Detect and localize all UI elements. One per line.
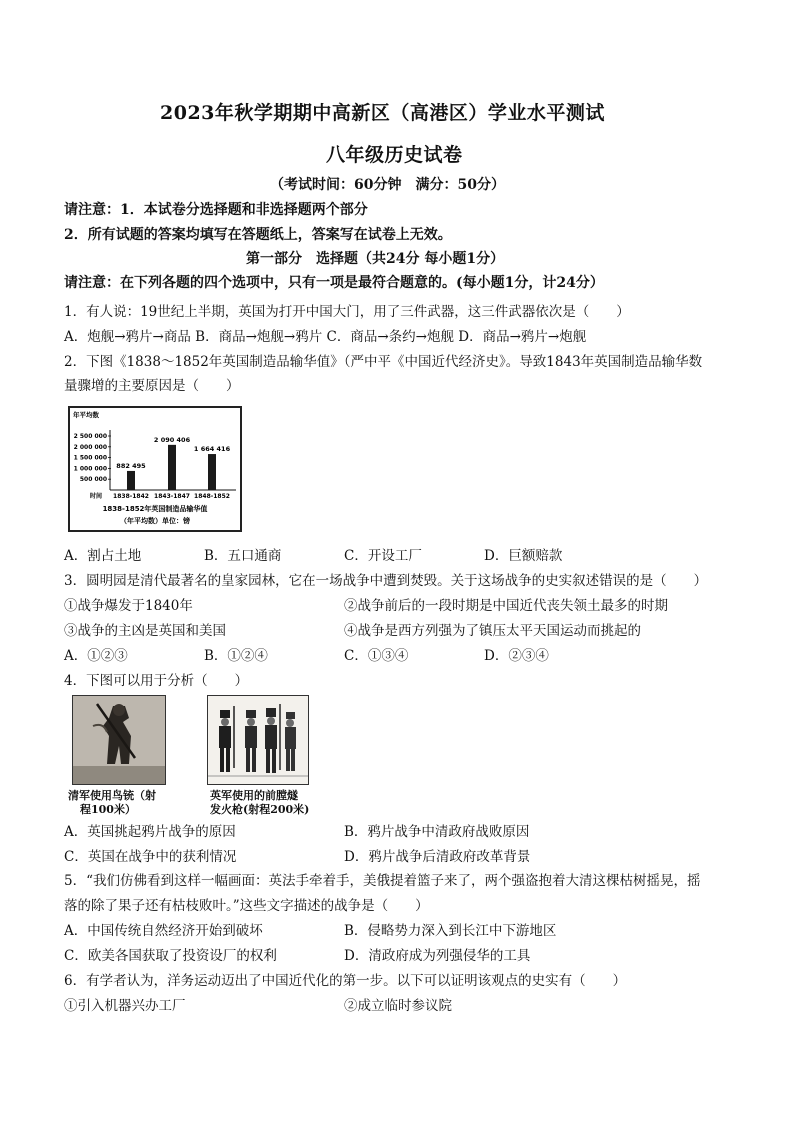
chart-ylabel: 年平均数 (73, 411, 99, 419)
q5-option-d: D．清政府成为列强侵华的工具 (344, 948, 531, 964)
q3-option-a: A．①②③ (64, 648, 128, 664)
chart-value-label: 882 495 (116, 461, 146, 470)
chart-value-label: 1 664 416 (193, 445, 231, 454)
q3-statement-4: ④战争是西方列强为了镇压太平天国运动而挑起的 (344, 623, 641, 639)
q2-option-d: D．巨额赔款 (484, 548, 563, 564)
british-soldiers-illustration (208, 696, 308, 784)
chart-subtitle: （年平均数）单位：镑 (120, 517, 190, 525)
chart-value-label: 2 090 406 (153, 435, 191, 444)
part1-heading: 第一部分 选择题（共24分 每小题1分） (246, 251, 505, 267)
qing-soldier-illustration (73, 696, 165, 784)
exam-info: （考试时间：60分钟 满分：50分） (270, 177, 505, 193)
chart-title: 1838-1852年英国制造品输华值 (102, 505, 208, 513)
british-caption-line1: 英军使用的前膛燧 (210, 789, 298, 802)
chart-ytick-label: 1 000 000 (73, 465, 107, 473)
q6-statement-2: ②成立临时参议院 (344, 998, 452, 1014)
q3-statement-3: ③战争的主凶是英国和美国 (64, 623, 226, 639)
q2-stem-line2: 量骤增的主要原因是（ ） (64, 378, 240, 394)
q2-option-c: C．开设工厂 (344, 548, 422, 564)
q2-option-b: B．五口通商 (204, 548, 282, 564)
q3-option-d: D．②③④ (484, 648, 549, 664)
q1-options: A．炮舰→鸦片→商品 B．商品→炮舰→鸦片 C．商品→条约→炮舰 D．商品→鸦片→炮舰 (64, 329, 587, 345)
chart-xtick-label: 1848-1852 (194, 493, 230, 500)
q3-statement-2: ②战争前后的一段时期是中国近代丧失领土最多的时期 (344, 598, 668, 614)
british-soldiers-photo (207, 695, 309, 785)
exam-subtitle: 八年级历史试卷 (326, 144, 463, 166)
chart-ytick-label: 2 500 000 (73, 433, 107, 440)
q4-stem: 4．下图可以用于分析（ ） (64, 673, 249, 689)
british-caption-line2: 发火枪(射程200米) (210, 803, 310, 816)
q4-option-b: B．鸦片战争中清政府战败原因 (344, 824, 530, 840)
q4-option-a: A．英国挑起鸦片战争的原因 (64, 824, 236, 840)
q3-option-b: B．①②④ (204, 648, 268, 664)
chart-bar (168, 445, 176, 490)
q5-stem-line1: 5．“我们仿佛看到这样一幅画面：英法手牵着手，美俄提着篮子来了，两个强盗抱着大清这棵枯树摇晃，摇 (64, 873, 701, 889)
q4-option-c: C．英国在战争中的获利情况 (64, 849, 237, 865)
qing-caption-line1: 清军使用鸟铳（射 (68, 789, 156, 802)
export-bar-chart (68, 406, 242, 532)
note-1: 请注意：1．本试卷分选择题和非选择题两个部分 (64, 202, 368, 218)
q3-option-c: C．①③④ (344, 648, 409, 664)
q2-option-a: A．割占土地 (64, 548, 142, 564)
chart-ytick-label: 2 000 000 (73, 443, 107, 451)
q5-option-a: A．中国传统自然经济开始到破坏 (64, 923, 263, 939)
qing-soldier-photo (72, 695, 166, 785)
qing-caption-line2: 程100米） (80, 803, 136, 816)
q3-statement-1: ①战争爆发于1840年 (64, 598, 193, 614)
note-2: 2．所有试题的答案均填写在答题纸上，答案写在试卷上无效。 (64, 227, 452, 243)
q1-stem: 1．有人说：19世纪上半期，英国为打开中国大门，用了三件武器，这三件武器依次是（ ） (64, 304, 630, 320)
q6-statement-1: ①引入机器兴办工厂 (64, 998, 186, 1014)
q2-stem-line1: 2．下图《1838～1852年英国制造品输华值》（严中平《中国近代经济史》。导致1843年英国制造品输华数 (64, 354, 703, 370)
q5-option-c: C．欧美各国获取了投资设厂的权利 (64, 948, 277, 964)
q3-stem: 3．圆明园是清代最著名的皇家园林，它在一场战争中遭到焚毁。关于这场战争的史实叙述错误的是（ ） (64, 573, 708, 589)
chart-xtick-label: 1843-1847 (154, 493, 190, 500)
q5-stem-line2: 落的除了果子还有枯枝败叶。”这些文字描述的战争是（ ） (64, 898, 429, 914)
q4-option-d: D．鸦片战争后清政府改革背景 (344, 849, 531, 865)
chart-ytick-label: 500 000 (79, 476, 107, 484)
chart-bar (127, 471, 135, 490)
q5-option-b: B．侵略势力深入到长江中下游地区 (344, 923, 557, 939)
chart-bar (208, 454, 216, 490)
chart-xtick-label: 1838-1842 (113, 493, 149, 500)
exam-title: 2023年秋学期期中高新区（高港区）学业水平测试 (160, 102, 605, 124)
chart-ytick-label: 1 500 000 (73, 454, 107, 462)
q6-stem: 6．有学者认为，洋务运动迈出了中国近代化的第一步。以下可以证明该观点的史实有（ ） (64, 973, 627, 989)
chart-xlabel: 时间 (90, 493, 103, 500)
part1-instruction: 请注意：在下列各题的四个选项中，只有一项是最符合题意的。(每小题1分，计24分） (64, 275, 604, 291)
chart-svg (70, 408, 240, 530)
